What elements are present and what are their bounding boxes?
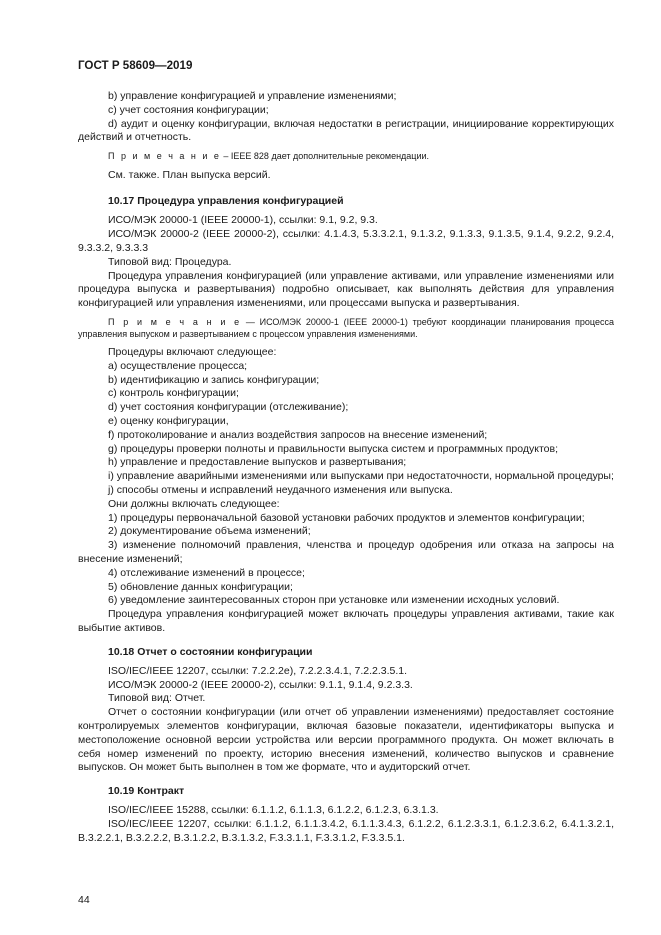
list-item: b) идентификацию и запись конфигурации; xyxy=(108,373,320,386)
paragraph: Отчет о состоянии конфигурации (или отчет об управлении изменениями) предоставляет состояние контролируемых элементов конфигурации, включая базовые показатели, идентификаторы выпуска и местоположение основной версии устройства или версии программного продукта. Он может включать в себя номер изменений по проекту, историю внесения изменений, количество выпусков и сравнение выпусков. Он может быть выполнен в том же формате, что и аудиторский отчет. xyxy=(78,706,614,774)
list-item: a) осуществление процесса; xyxy=(108,359,248,372)
see-also: См. также. План выпуска версий. xyxy=(108,168,271,181)
page-number: 44 xyxy=(78,894,90,906)
list-item: i) управление аварийными изменениями или выпусками при недостаточности, нормальной процедуры; xyxy=(108,470,614,483)
reference: ISO/IEC/IEEE 12207, ссылки: 7.2.2.2e), 7.2.2.3.4.1, 7.2.2.3.5.1. xyxy=(108,664,408,677)
note-label: П р и м е ч а н и е xyxy=(108,151,221,162)
list-item: c) учет состояния конфигурации; xyxy=(108,103,269,116)
paragraph: Процедуры включают следующее: xyxy=(108,346,277,359)
reference: Типовой вид: Процедура. xyxy=(108,255,232,268)
list-item: d) аудит и оценку конфигурации, включая недостатки в регистрации, инициирование корректирующих действий и отчетность. xyxy=(78,117,614,144)
list-item: f) протоколирование и анализ воздействия запросов на внесение изменений; xyxy=(108,428,488,441)
paragraph: Они должны включать следующее: xyxy=(108,497,280,510)
reference: ИСО/МЭК 20000-1 (IEEE 20000-1), ссылки: 9.1, 9.2, 9.3. xyxy=(108,214,378,227)
reference: ИСО/МЭК 20000-2 (IEEE 20000-2), ссылки: 4.1.4.3, 5.3.3.2.1, 9.1.3.2, 9.1.3.3, 9.1.3.5, 9.1.4, 9.2.2, 9.2.4, 9.3.3.2, 9.3.3.3 xyxy=(78,228,614,255)
page-content xyxy=(78,90,614,846)
note xyxy=(78,151,614,163)
reference: ISO/IEC/IEEE 12207, ссылки: 6.1.1.2, 6.1.1.3.4.2, 6.1.1.3.4.3, 6.1.2.2, 6.1.2.3.3.1, 6.1.2.3.6.2, 6.4.1.3.2.1, B.3.2.2.1, B.3.2.2.2, B.3.1.2.2, B.3.1.3.2, F.3.3.1.1, F.3.3.1.2, F.3.3.5.1. xyxy=(78,817,614,844)
list-item: d) учет состояния конфигурации (отслеживание); xyxy=(108,401,349,414)
reference: ИСО/МЭК 20000-2 (IEEE 20000-2), ссылки: 9.1.1, 9.1.4, 9.2.3.3. xyxy=(108,678,413,691)
list-item: c) контроль конфигурации; xyxy=(108,387,239,400)
reference: Типовой вид: Отчет. xyxy=(108,692,206,705)
note-label: П р и м е ч а н и е xyxy=(108,317,242,328)
list-item: b) управление конфигурацией и управление изменениями; xyxy=(108,90,397,102)
document-header: ГОСТ Р 58609—2019 xyxy=(78,59,193,72)
list-item: h) управление и предоставление выпусков и развертывания; xyxy=(108,456,407,469)
list-item: 5) обновление данных конфигурации; xyxy=(108,580,293,593)
list-item: g) процедуры проверки полноты и правильности выпуска систем и программных продуктов; xyxy=(108,442,558,455)
list-item: 1) процедуры первоначальной базовой установки рабочих продуктов и элементов конфигурации; xyxy=(108,511,585,524)
reference: ISO/IEC/IEEE 15288, ссылки: 6.1.1.2, 6.1.1.3, 6.1.2.2, 6.1.2.3, 6.3.1.3. xyxy=(108,804,439,817)
list-item: 6) уведомление заинтересованных сторон при установке или изменении исходных условий. xyxy=(108,594,560,607)
list-item: 3) изменение полномочий правления, членства и процедур одобрения или отказа на запросы на внесение изменений; xyxy=(78,539,614,566)
section-title-10-17: 10.17 Процедура управления конфигурацией xyxy=(108,195,344,208)
note-text: – IEEE 828 дает дополнительные рекомендации. xyxy=(220,151,430,162)
list-item: 4) отслеживание изменений в процессе; xyxy=(108,566,305,579)
list-item: e) оценку конфигурации, xyxy=(108,415,229,428)
section-title-10-18: 10.18 Отчет о состоянии конфигурации xyxy=(108,645,313,658)
list-item: 2) документирование объема изменений; xyxy=(108,525,311,538)
note-text: — ИСО/МЭК 20000-1 (IEEE 20000-1) требуют координации планирования процесса управления выпуском и развертыванием с процессом управления изменениями. xyxy=(78,317,614,339)
paragraph: Процедура управления конфигурацией может включать процедуры управления активами, такие как выбытие активов. xyxy=(78,608,614,634)
note xyxy=(78,317,614,340)
section-title-10-19: 10.19 Контракт xyxy=(108,785,185,798)
list-item: j) способы отмены и исправлений неудачного изменения или выпуска. xyxy=(108,484,453,497)
paragraph: Процедура управления конфигурацией (или управление активами, или управление изменениями или процедура выпуска и развертывания) подробно описывает, как выполнять действия для управления конфигурацией или управления изменениями, или процессами выпуска и развертывания. xyxy=(78,269,614,310)
